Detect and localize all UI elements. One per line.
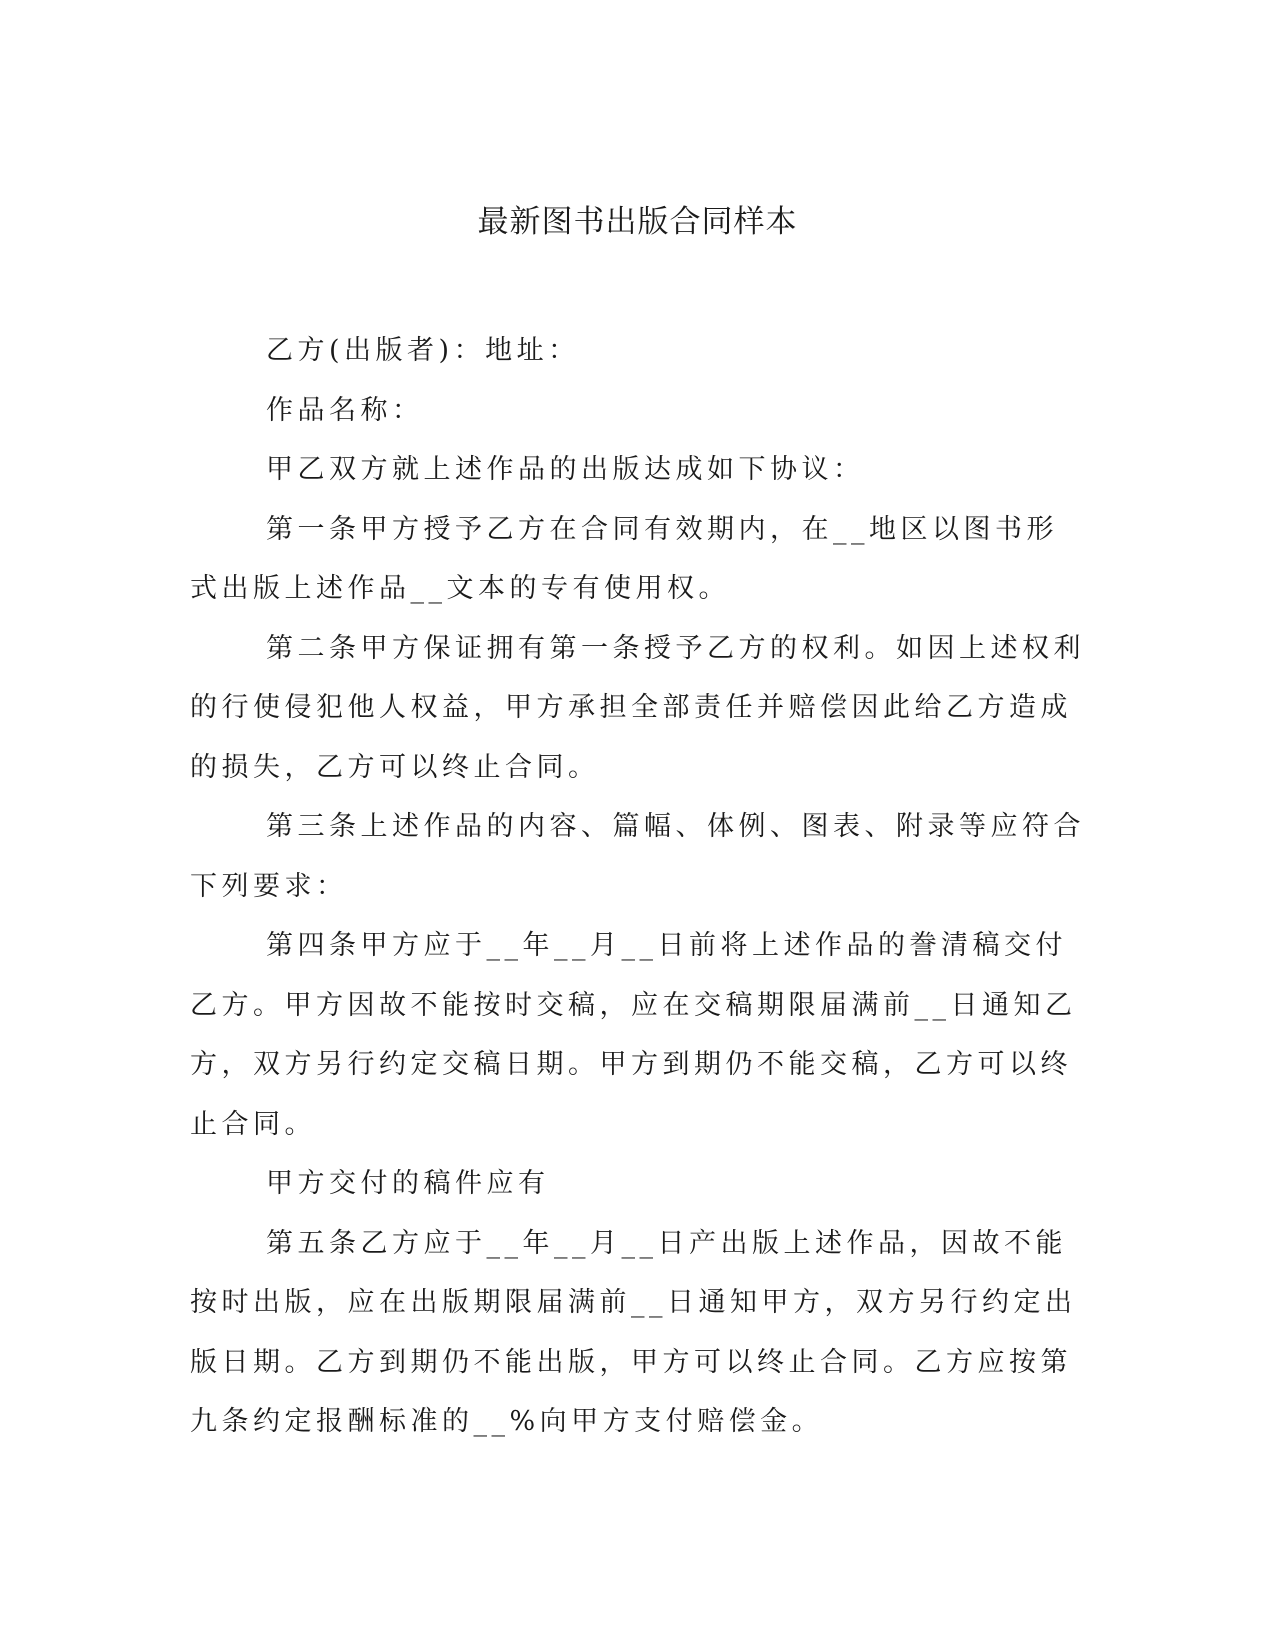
paragraph-article-5: 第五条乙方应于__年__月__日产出版上述作品，因故不能按时出版，应在出版期限届满前__日通知甲方，双方另行约定出版日期。乙方到期仍不能出版，甲方可以终止合同。乙方应按第九条约定报酬标准的__%向甲方支付赔偿金。 bbox=[190, 1227, 1077, 1437]
paragraph-agreement-intro: 甲乙双方就上述作品的出版达成如下协议： bbox=[266, 454, 865, 485]
paragraph-work-name: 作品名称： bbox=[266, 394, 424, 426]
paragraph-article-4: 第四条甲方应于__年__月__日前将上述作品的誊清稿交付乙方。甲方因故不能按时交稿，应在交稿期限届满前__日通知乙方，双方另行约定交稿日期。甲方到期仍不能交稿，乙方可以终止合同。 bbox=[190, 930, 1077, 1140]
paragraph-manuscript-requirements: 甲方交付的稿件应有 bbox=[266, 1168, 550, 1199]
document-body bbox=[190, 321, 1085, 1452]
paragraph-article-2: 第二条甲方保证拥有第一条授予乙方的权利。如因上述权利的行使侵犯他人权益，甲方承担全部责任并赔偿因此给乙方造成的损失，乙方可以终止合同。 bbox=[190, 632, 1085, 783]
paragraph-publisher-address: 乙方(出版者)：地址： bbox=[266, 335, 580, 366]
paragraph-article-1: 第一条甲方授予乙方在合同有效期内，在__地区以图书形式出版上述作品__文本的专有使用权。 bbox=[190, 513, 1058, 604]
document-title: 最新图书出版合同样本 bbox=[477, 204, 798, 240]
paragraph-article-3: 第三条上述作品的内容、篇幅、体例、图表、附录等应符合下列要求： bbox=[190, 811, 1085, 902]
